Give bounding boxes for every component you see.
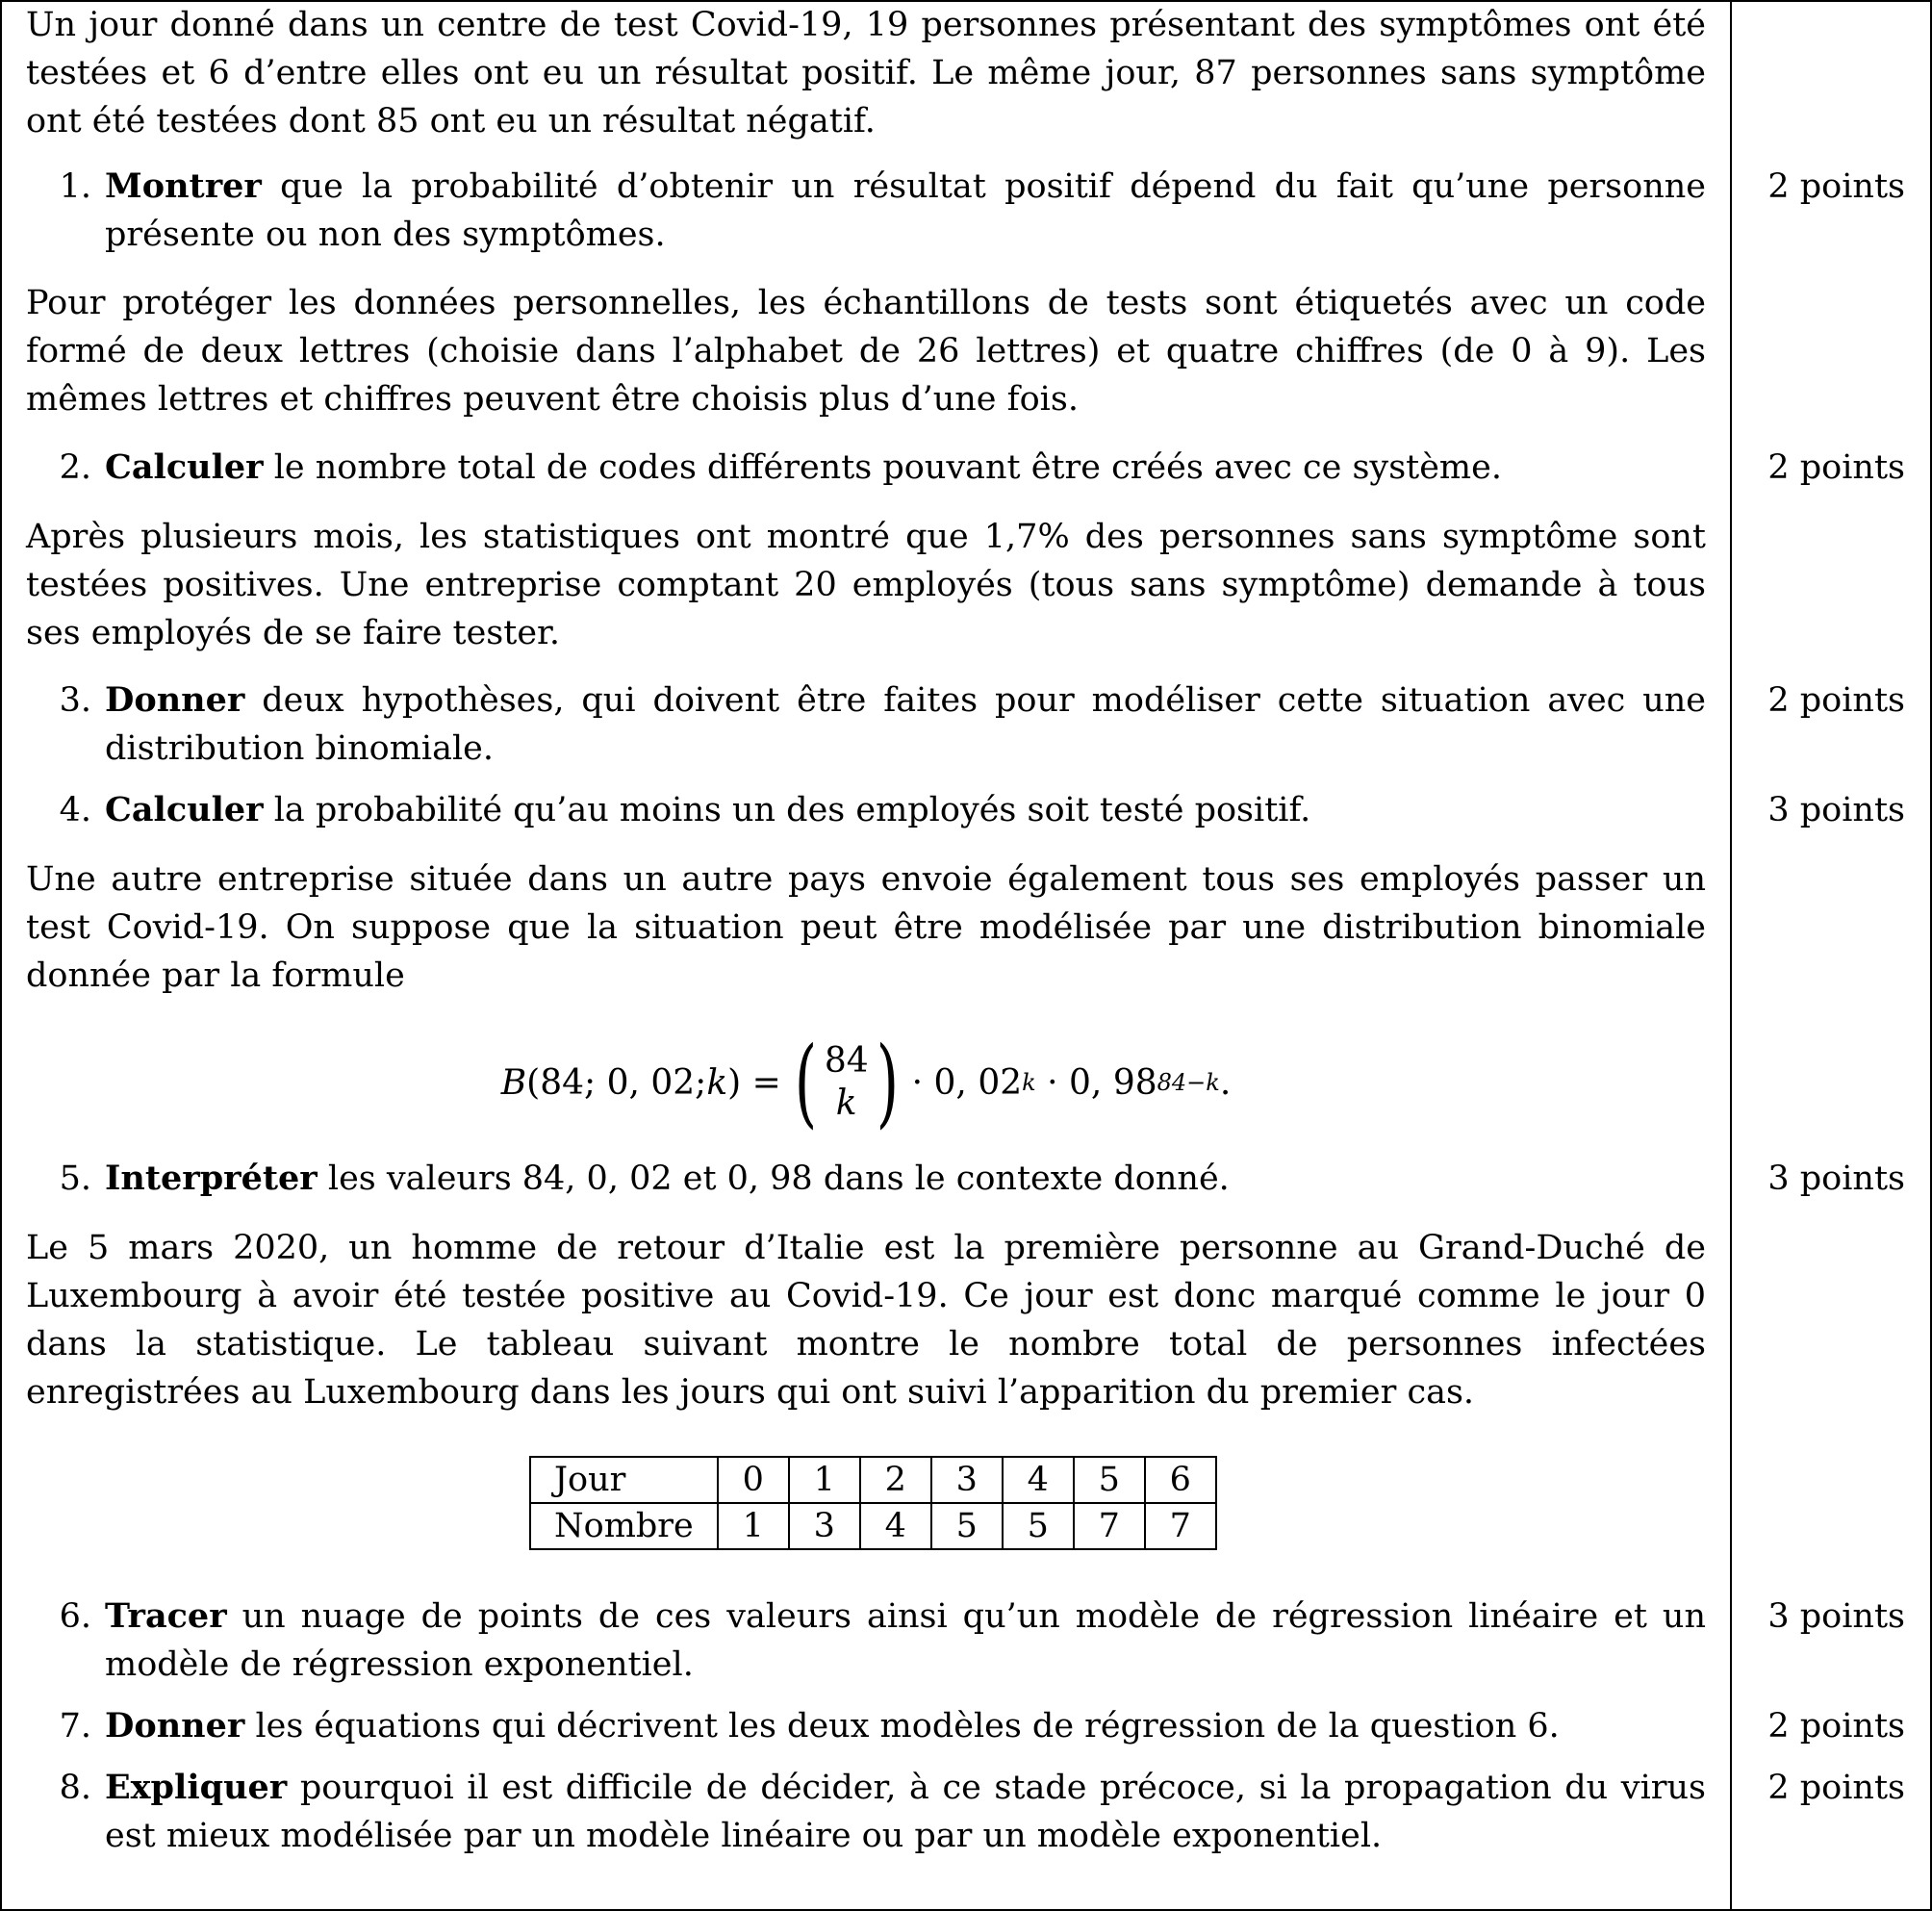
formula-k: k	[706, 1062, 728, 1103]
binomial-formula: B (84; 0, 02; k ) = ( 84 k ) · 0, 02 k · 0, 98 84−k .	[500, 1026, 1232, 1138]
question-number: 5.	[59, 1159, 91, 1198]
binom-bottom: k	[835, 1083, 857, 1123]
question-text	[105, 1764, 1706, 1860]
intro-paragraph-1: Un jour donné dans un centre de test Covid-19, 19 personnes présentant des symptômes ont été testées et 6 d’entre elles ont eu un résultat positif. Le même jour, 87 personnes sans symptôme ont été testées dont 85 ont eu un résultat négatif.	[26, 6, 1706, 140]
question-text	[105, 1702, 1706, 1750]
intro-paragraph-2: Pour protéger les données personnelles, les échantillons de tests sont étiquetés avec un code formé de deux lettres (choisie dans l’alphabet de 26 lettres) et quatre chiffres (de 0 à 9). Les mêmes lettres et chiffres peuvent être choisis plus d’une fois.	[26, 284, 1706, 419]
question-body: pourquoi il est difficile de décider, à ce stade précoce, si la propagation du virus est mieux modélisée par un modèle linéaire ou par un modèle exponentiel.	[105, 1769, 1706, 1855]
question-body: les valeurs 84, 0, 02 et 0, 98 dans le contexte donné.	[317, 1159, 1230, 1198]
intro-paragraph-3: Après plusieurs mois, les statistiques ont montré que 1,7% des personnes sans symptôme sont testées positives. Une entreprise comptant 20 employés (tous sans symptôme) demande à tous ses employés de se faire tester.	[26, 518, 1706, 652]
question-points: 3 points	[1767, 1597, 1905, 1636]
question-points: 2 points	[1767, 681, 1905, 720]
question-text	[105, 444, 1706, 492]
formula-b: B	[500, 1062, 527, 1103]
table-cell: 3	[931, 1457, 1003, 1503]
question-keyword: Interpréter	[105, 1159, 318, 1198]
table-cell: 5	[931, 1503, 1003, 1549]
question-number: 1.	[59, 167, 91, 206]
table-cell: 6	[1145, 1457, 1216, 1503]
question-text	[105, 676, 1706, 773]
formula-middle: · 0, 02	[911, 1062, 1023, 1103]
row-label-nombre: Nombre	[530, 1503, 718, 1549]
question-number: 2.	[59, 448, 91, 487]
question-number: 7.	[59, 1707, 91, 1745]
formula-middle2: · 0, 98	[1047, 1062, 1157, 1103]
intro-paragraph-4: Une autre entreprise située dans un autre pays envoie également tous ses employés passer un test Covid-19. On suppose que la situation peut être modélisée par une distribution binomiale donnée par la formule	[26, 860, 1706, 995]
question-points: 3 points	[1767, 1159, 1905, 1198]
question-body: un nuage de points de ces valeurs ainsi qu’un modèle de régression linéaire et un modèle de régression exponentiel.	[105, 1597, 1706, 1684]
question-number: 8.	[59, 1769, 91, 1807]
formula-args-a: (84; 0, 02;	[526, 1062, 707, 1103]
question-keyword: Donner	[105, 1706, 245, 1745]
question-body: que la probabilité d’obtenir un résultat positif dépend du fait qu’une personne présente ou non des symptômes.	[105, 167, 1706, 254]
question-text	[105, 163, 1706, 259]
question-keyword: Calculer	[105, 447, 264, 487]
row-label-jour: Jour	[530, 1457, 718, 1503]
table-cell: 5	[1003, 1503, 1074, 1549]
table-cell: 1	[789, 1457, 860, 1503]
table-cell: 7	[1145, 1503, 1216, 1549]
question-points: 2 points	[1767, 1707, 1905, 1745]
binom-top: 84	[824, 1041, 869, 1081]
question-body: deux hypothèses, qui doivent être faites pour modéliser cette situation avec une distribution binomiale.	[105, 681, 1706, 768]
table-cell: 1	[718, 1503, 789, 1549]
question-number: 3.	[59, 681, 91, 720]
formula-end: .	[1219, 1062, 1232, 1103]
question-keyword: Expliquer	[105, 1768, 288, 1807]
table-cell: 3	[789, 1503, 860, 1549]
question-number: 4.	[59, 791, 91, 829]
table-cell: 0	[718, 1457, 789, 1503]
formula-args-b: ) =	[727, 1062, 781, 1103]
binomial-coefficient: ( 84 k )	[794, 1026, 899, 1138]
table-row	[530, 1503, 1216, 1549]
table-row	[530, 1457, 1216, 1503]
infection-table	[529, 1456, 1217, 1550]
table-cell: 4	[860, 1503, 931, 1549]
table-cell: 5	[1074, 1457, 1145, 1503]
question-keyword: Tracer	[105, 1596, 227, 1636]
table-cell: 4	[1003, 1457, 1074, 1503]
question-points: 3 points	[1767, 791, 1905, 829]
question-body: la probabilité qu’au moins un des employés soit testé positif.	[263, 791, 1311, 829]
question-body: les équations qui décrivent les deux modèles de régression de la question 6.	[244, 1707, 1560, 1745]
question-text	[105, 1155, 1706, 1203]
intro-paragraph-5: Le 5 mars 2020, un homme de retour d’Italie est la première personne au Grand-Duché de Luxembourg à avoir été testée positive au Covid-19. Ce jour est donc marqué comme le jour 0 dans la statistique. Le tableau suivant montre le nombre total de personnes infectées enregistrées au Luxembourg dans les jours qui ont suivi l’apparition du premier cas.	[26, 1229, 1706, 1412]
question-points: 2 points	[1767, 1769, 1905, 1807]
question-points: 2 points	[1767, 167, 1905, 206]
question-keyword: Donner	[105, 680, 245, 720]
question-number: 6.	[59, 1597, 91, 1636]
question-body: le nombre total de codes différents pouvant être créés avec ce système.	[263, 448, 1502, 487]
question-points: 2 points	[1767, 448, 1905, 487]
question-keyword: Montrer	[105, 166, 262, 206]
question-keyword: Calculer	[105, 790, 264, 829]
question-text	[105, 1592, 1706, 1689]
table-cell: 2	[860, 1457, 931, 1503]
table-cell: 7	[1074, 1503, 1145, 1549]
question-text	[105, 786, 1706, 834]
